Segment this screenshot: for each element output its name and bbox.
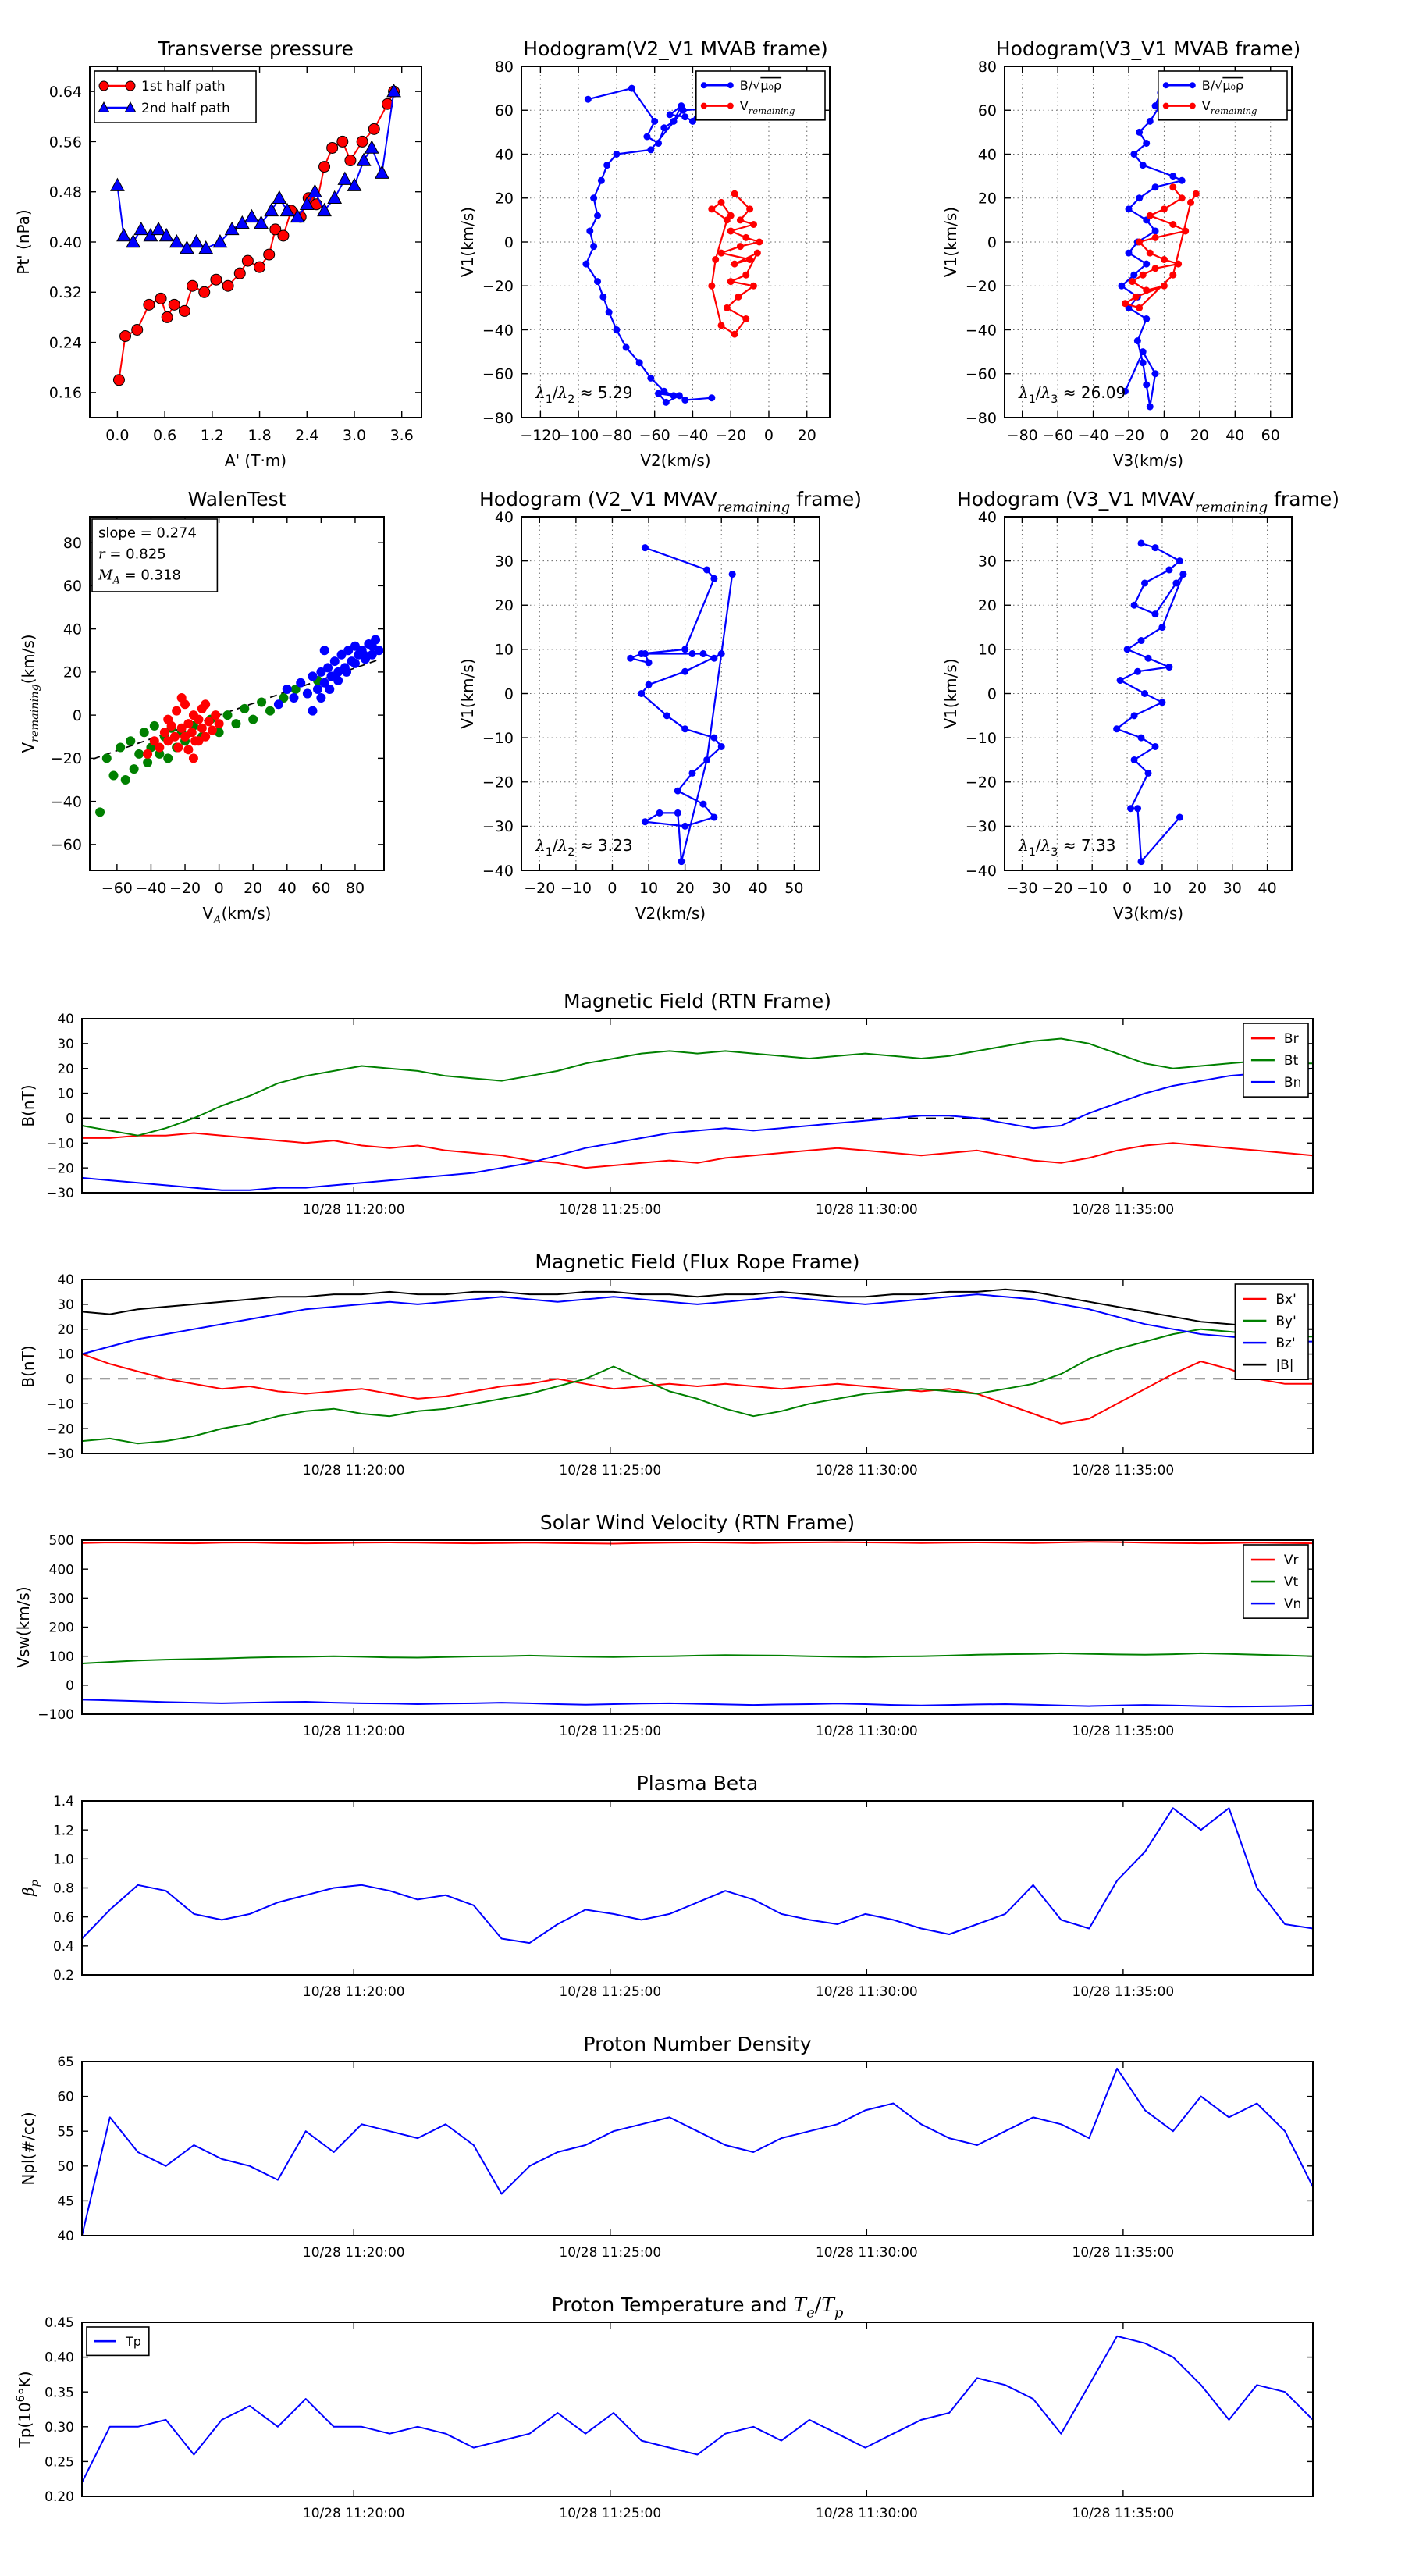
x-tick-5: 20 — [1187, 880, 1207, 897]
x-tick-0: −120 — [520, 427, 561, 444]
y-tick-5: 40 — [62, 621, 82, 639]
y-tick-2: −10 — [46, 1136, 74, 1152]
y-tick-4: 0.40 — [44, 2350, 74, 2366]
x-tick-2: 10/28 11:30:00 — [815, 2245, 918, 2261]
x-tick-1: 10/28 11:25:00 — [559, 1724, 662, 1739]
y-tick-1: −40 — [50, 793, 82, 811]
y-tick-2: −20 — [482, 774, 514, 792]
legend — [1243, 1545, 1308, 1618]
stats-line-2: $M_A = 0.318$ — [98, 567, 181, 587]
x-tick-2: 10/28 11:30:00 — [815, 2506, 918, 2521]
x-tick-2: −10 — [1076, 880, 1108, 897]
y-tick-1: 0.4 — [52, 1938, 74, 1955]
x-tick-7: 20 — [797, 427, 816, 444]
y-tick-4: 0 — [503, 685, 514, 703]
x-tick-6: 40 — [1225, 427, 1245, 444]
y-tick-2: −20 — [50, 750, 82, 768]
x-tick-3: 10/28 11:35:00 — [1072, 1724, 1175, 1739]
x-tick-7: 80 — [345, 880, 365, 897]
y-tick-6: 60 — [62, 578, 82, 596]
y-tick-3: −20 — [482, 278, 514, 296]
legend-label-1: By' — [1275, 1314, 1297, 1330]
legend — [87, 2327, 149, 2355]
y-tick-4: 0 — [503, 233, 514, 251]
y-tick-8: 80 — [494, 58, 514, 76]
y-tick-1: 0.24 — [48, 334, 82, 352]
stats-line-1: r = 0.825 — [98, 546, 166, 563]
x-tick-3: 10 — [638, 880, 659, 897]
y-tick-1: −30 — [965, 818, 997, 836]
x-tick-1: −60 — [1042, 427, 1074, 444]
legend-label-0: B/√μ₀ρ — [739, 77, 782, 93]
x-tick-5: 30 — [712, 880, 731, 897]
x-tick-0: −60 — [101, 880, 133, 897]
y-tick-1: 0 — [66, 1678, 74, 1694]
y-tick-5: 20 — [977, 190, 997, 208]
y-tick-7: 60 — [494, 102, 514, 120]
y-tick-6: 40 — [494, 146, 514, 164]
y-tick-6: 1.4 — [52, 1794, 74, 1810]
y-tick-0: −60 — [50, 836, 82, 854]
legend-label-1: 2nd half path — [141, 101, 230, 117]
panel-title: Hodogram(V2_V1 MVAB frame) — [523, 37, 828, 60]
y-tick-0: 0.2 — [52, 1968, 74, 1984]
x-axis-label: V3(km/s) — [1112, 451, 1184, 470]
y-tick-5: 10 — [494, 641, 514, 659]
y-tick-4: 300 — [48, 1591, 74, 1607]
x-tick-6: 0 — [763, 427, 774, 444]
x-tick-0: 10/28 11:20:00 — [302, 1984, 405, 2000]
y-tick-1: −20 — [46, 1161, 74, 1177]
y-tick-5: 10 — [977, 641, 997, 659]
x-tick-1: 10/28 11:25:00 — [559, 1202, 662, 1218]
y-tick-4: 0 — [987, 233, 997, 251]
x-axis-label: V2(km/s) — [635, 904, 706, 923]
x-tick-5: 20 — [1190, 427, 1209, 444]
y-tick-6: 20 — [977, 597, 997, 615]
y-tick-0: 0.20 — [44, 2489, 74, 2506]
y-tick-5: 0.45 — [44, 2315, 74, 2332]
y-tick-3: 0 — [72, 706, 82, 724]
y-tick-5: 20 — [57, 1322, 74, 1338]
x-tick-3: 10/28 11:35:00 — [1072, 1202, 1175, 1218]
legend-label-0: 1st half path — [141, 78, 226, 94]
x-tick-0: 10/28 11:20:00 — [302, 2506, 405, 2521]
x-tick-3: 10/28 11:35:00 — [1072, 1984, 1175, 2000]
y-tick-4: 10 — [57, 1086, 74, 1102]
y-tick-2: 0.30 — [44, 2419, 74, 2435]
x-tick-5: 3.0 — [342, 427, 367, 444]
x-tick-6: 3.6 — [389, 427, 414, 444]
x-tick-2: 10/28 11:30:00 — [815, 1202, 918, 1218]
annotation: $\lambda_1/\lambda_2 \approx 3.23$ — [535, 836, 633, 859]
y-tick-5: 400 — [48, 1562, 74, 1578]
x-axis-label: $V_A(km/s)$ — [202, 904, 272, 927]
legend — [1158, 71, 1287, 120]
x-tick-0: 10/28 11:20:00 — [302, 1202, 405, 1218]
y-tick-3: 0 — [66, 1372, 74, 1388]
x-tick-1: −10 — [560, 880, 592, 897]
x-tick-6: 60 — [311, 880, 331, 897]
legend-label-0: Tp — [126, 2333, 141, 2349]
y-axis-label: $Tp(10^6^\circ K)$ — [15, 2371, 34, 2448]
annotation: $\lambda_1/\lambda_3 \approx 7.33$ — [1019, 836, 1116, 859]
legend — [94, 71, 256, 123]
x-tick-0: −80 — [1006, 427, 1038, 444]
x-tick-0: 10/28 11:20:00 — [302, 1724, 405, 1739]
y-axis-label: B(nT) — [19, 1084, 37, 1127]
x-tick-7: 60 — [1261, 427, 1280, 444]
y-axis-label: V1(km/s) — [941, 658, 960, 729]
panel-title: WalenTest — [187, 488, 286, 511]
x-tick-2: −80 — [600, 427, 632, 444]
x-tick-3: 0 — [214, 880, 224, 897]
y-tick-4: 20 — [62, 664, 82, 681]
panel-title: Proton Temperature and $T_e/T_p$ — [551, 2293, 844, 2322]
y-tick-5: 20 — [494, 190, 514, 208]
y-axis-label: V1(km/s) — [458, 206, 477, 278]
y-tick-0: −30 — [46, 1446, 74, 1463]
y-axis-label: V1(km/s) — [458, 658, 477, 729]
x-tick-3: 10/28 11:35:00 — [1072, 2245, 1175, 2261]
annotation: $\lambda_1/\lambda_2 \approx 5.29$ — [535, 383, 633, 406]
x-tick-3: −60 — [638, 427, 670, 444]
legend — [1243, 1023, 1308, 1097]
x-tick-1: 10/28 11:25:00 — [559, 2506, 662, 2521]
stats-line-0: slope = 0.274 — [98, 525, 197, 542]
legend-label-3: |B| — [1275, 1357, 1294, 1374]
y-tick-0: −80 — [482, 409, 514, 427]
y-tick-2: −10 — [46, 1397, 74, 1413]
y-tick-3: 200 — [48, 1620, 74, 1636]
y-axis-label: B(nT) — [19, 1345, 37, 1388]
legend-label-0: B/√μ₀ρ — [1201, 77, 1244, 93]
x-tick-2: 10/28 11:30:00 — [815, 1984, 918, 2000]
y-tick-3: 0.35 — [44, 2385, 74, 2401]
x-axis-label: V2(km/s) — [640, 451, 711, 470]
y-tick-3: 55 — [57, 2124, 74, 2140]
legend-label-1: Bt — [1283, 1053, 1299, 1069]
y-tick-4: 1.0 — [52, 1852, 74, 1868]
panel-title: Magnetic Field (Flux Rope Frame) — [535, 1251, 860, 1273]
x-tick-2: −20 — [169, 880, 201, 897]
y-tick-3: −10 — [482, 729, 514, 747]
y-axis-label: $\beta_p$ — [19, 1880, 41, 1896]
y-tick-0: −80 — [965, 409, 997, 427]
y-tick-2: −40 — [482, 322, 514, 340]
panel-title: Hodogram(V3_V1 MVAB frame) — [995, 37, 1301, 60]
legend-label-1: $V_{remaining}$ — [739, 98, 795, 116]
y-tick-2: 50 — [57, 2158, 74, 2175]
y-tick-0: −100 — [37, 1707, 74, 1724]
x-tick-1: −100 — [558, 427, 599, 444]
y-tick-7: 40 — [57, 1272, 74, 1289]
panel-title: Plasma Beta — [636, 1772, 759, 1795]
y-tick-2: −20 — [965, 774, 997, 792]
stats-box — [92, 519, 217, 592]
x-tick-2: 1.2 — [200, 427, 224, 444]
y-tick-6: 500 — [48, 1533, 74, 1550]
y-tick-3: 0 — [66, 1111, 74, 1127]
x-tick-4: 0 — [1159, 427, 1169, 444]
x-tick-4: 2.4 — [295, 427, 319, 444]
x-tick-0: 10/28 11:20:00 — [302, 1463, 405, 1478]
x-tick-0: 10/28 11:20:00 — [302, 2245, 405, 2261]
y-tick-0: −30 — [46, 1186, 74, 1202]
y-tick-8: 40 — [494, 508, 514, 526]
y-tick-6: 40 — [977, 146, 997, 164]
legend-label-1: Vt — [1283, 1574, 1299, 1591]
legend-label-0: Br — [1283, 1030, 1299, 1047]
panel-title: Transverse pressure — [158, 37, 354, 60]
y-tick-2: 100 — [48, 1649, 74, 1665]
y-tick-4: 0 — [987, 685, 997, 703]
x-tick-0: −30 — [1006, 880, 1038, 897]
x-tick-3: 1.8 — [247, 427, 272, 444]
y-tick-8: 40 — [977, 508, 997, 526]
x-tick-1: −40 — [135, 880, 167, 897]
y-tick-7: 30 — [977, 553, 997, 571]
y-tick-7: 30 — [494, 553, 514, 571]
legend-label-2: Bn — [1283, 1075, 1302, 1091]
y-tick-3: −10 — [965, 729, 997, 747]
y-tick-0: −40 — [965, 862, 997, 880]
panel-title: Hodogram (V3_V1 $MVAV_{remaining}$ frame) — [956, 488, 1340, 516]
y-tick-1: −20 — [46, 1421, 74, 1438]
panel-title: Proton Number Density — [583, 2033, 812, 2055]
x-tick-1: −20 — [1041, 880, 1073, 897]
x-tick-3: −20 — [1112, 427, 1145, 444]
legend-label-2: Bz' — [1275, 1336, 1296, 1352]
x-tick-3: 10/28 11:35:00 — [1072, 2506, 1175, 2521]
y-tick-6: 30 — [57, 1297, 74, 1313]
x-tick-3: 0 — [1122, 880, 1133, 897]
y-tick-5: 1.2 — [52, 1823, 74, 1839]
annotation: $\lambda_1/\lambda_3 \approx 26.09$ — [1019, 383, 1126, 406]
y-tick-6: 20 — [494, 597, 514, 615]
y-tick-2: −40 — [965, 322, 997, 340]
x-tick-1: 10/28 11:25:00 — [559, 1984, 662, 2000]
x-tick-4: 10 — [1152, 880, 1172, 897]
panel-title: Hodogram (V2_V1 $MVAV_{remaining}$ frame) — [478, 488, 863, 516]
y-tick-0: −40 — [482, 862, 514, 880]
x-tick-7: 40 — [1257, 880, 1277, 897]
x-tick-3: 10/28 11:35:00 — [1072, 1463, 1175, 1478]
x-tick-0: −20 — [524, 880, 556, 897]
y-tick-5: 20 — [57, 1061, 74, 1077]
y-tick-0: 0.16 — [48, 384, 82, 402]
y-axis-label: $V_{remaining}(km/s)$ — [19, 634, 41, 753]
y-tick-5: 65 — [57, 2055, 74, 2071]
y-tick-0: 40 — [57, 2229, 74, 2245]
x-tick-1: 10/28 11:25:00 — [559, 2245, 662, 2261]
legend-label-0: Vr — [1283, 1552, 1299, 1568]
y-axis-label: V1(km/s) — [941, 206, 960, 278]
x-axis-label: A' (T·m) — [224, 451, 287, 470]
x-tick-1: 0.6 — [153, 427, 177, 444]
y-axis-label: Npl(#/cc) — [19, 2112, 37, 2186]
y-tick-1: −60 — [965, 365, 997, 383]
x-tick-5: 40 — [277, 880, 297, 897]
y-tick-6: 30 — [57, 1036, 74, 1052]
x-tick-2: 0 — [607, 880, 617, 897]
legend-label-0: Bx' — [1275, 1291, 1297, 1308]
y-tick-4: 0.48 — [48, 183, 82, 201]
x-tick-0: 0.0 — [105, 427, 130, 444]
x-axis-label: V3(km/s) — [1112, 904, 1184, 923]
panel-title: Magnetic Field (RTN Frame) — [564, 990, 831, 1012]
panel-title: Solar Wind Velocity (RTN Frame) — [539, 1511, 855, 1534]
y-tick-2: 0.32 — [48, 284, 82, 302]
x-tick-2: 10/28 11:30:00 — [815, 1463, 918, 1478]
x-tick-1: 10/28 11:25:00 — [559, 1463, 662, 1478]
y-tick-1: −60 — [482, 365, 514, 383]
legend — [1235, 1284, 1308, 1379]
y-tick-3: 0.40 — [48, 233, 82, 251]
y-tick-4: 10 — [57, 1347, 74, 1363]
y-tick-7: 80 — [62, 534, 82, 552]
legend-label-2: Vn — [1283, 1596, 1302, 1613]
x-tick-6: 30 — [1222, 880, 1242, 897]
x-tick-5: −20 — [715, 427, 747, 444]
y-tick-8: 80 — [977, 58, 997, 76]
y-tick-3: 0.8 — [52, 1880, 74, 1897]
x-tick-7: 50 — [784, 880, 804, 897]
y-tick-4: 60 — [57, 2089, 74, 2105]
x-tick-4: 20 — [675, 880, 695, 897]
y-tick-6: 0.64 — [48, 83, 82, 101]
y-tick-2: 0.6 — [52, 1909, 74, 1926]
y-tick-1: 45 — [57, 2194, 74, 2210]
y-tick-1: 0.25 — [44, 2454, 74, 2471]
y-axis-label: Pt' (nPa) — [14, 209, 33, 275]
y-tick-7: 60 — [977, 102, 997, 120]
y-tick-7: 40 — [57, 1012, 74, 1028]
legend — [696, 71, 825, 120]
x-tick-2: 10/28 11:30:00 — [815, 1724, 918, 1739]
y-axis-label: Vsw(km/s) — [14, 1586, 33, 1668]
x-tick-6: 40 — [748, 880, 767, 897]
y-tick-3: −20 — [965, 278, 997, 296]
legend-label-1: $V_{remaining}$ — [1201, 98, 1257, 116]
x-tick-4: 20 — [244, 880, 263, 897]
x-tick-4: −40 — [677, 427, 709, 444]
y-tick-5: 0.56 — [48, 133, 82, 151]
x-tick-2: −40 — [1077, 427, 1109, 444]
y-tick-1: −30 — [482, 818, 514, 836]
